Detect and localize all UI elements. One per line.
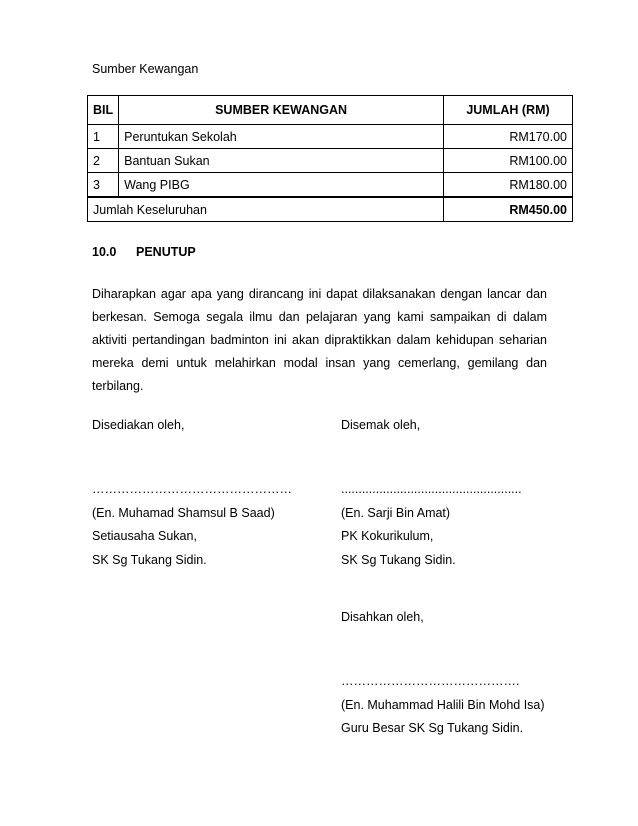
row-bil: 2 <box>88 149 119 173</box>
prepared-name: (En. Muhamad Shamsul B Saad) <box>92 505 275 520</box>
checked-label: Disemak oleh, <box>341 418 421 432</box>
table-row <box>88 149 573 173</box>
header-bil: BIL <box>88 96 119 125</box>
header-amount: JUMLAH (RM) <box>444 96 573 125</box>
signature-prepared-block <box>92 478 292 572</box>
prepared-school: SK Sg Tukang Sidin. <box>92 552 207 567</box>
signature-approved-block <box>341 670 545 741</box>
approved-name: (En. Muhammad Halili Bin Mohd Isa) <box>341 697 545 712</box>
row-bil: 3 <box>88 173 119 198</box>
table-header-row <box>88 96 573 125</box>
approved-signature-line: ……………………………………. <box>341 674 520 688</box>
row-amount: RM170.00 <box>444 125 573 149</box>
prepared-label: Disediakan oleh, <box>92 418 185 432</box>
row-amount: RM180.00 <box>444 173 573 198</box>
table-row <box>88 125 573 149</box>
table-caption: Sumber Kewangan <box>92 62 199 76</box>
prepared-position: Setiausaha Sukan, <box>92 529 197 543</box>
table-total-row <box>88 197 573 222</box>
prepared-signature-line: ………………………………………… <box>92 482 292 496</box>
closing-paragraph: Diharapkan agar apa yang dirancang ini dapat dilaksanakan dengan lancar dan berkesan. Semoga segala ilmu dan pelajaran yang kami sampaikan di dalam aktiviti pertandingan badminton ini akan dipraktikkan dalam kehidupan seharian mereka demi untuk melahirkan modal insan yang cemerlang, gemilang dan terbilang. <box>92 287 547 393</box>
signature-checked <box>341 414 420 438</box>
checked-school: SK Sg Tukang Sidin. <box>341 552 456 567</box>
row-source: Bantuan Sukan <box>119 149 444 173</box>
checked-signature-line: .................................................... <box>341 482 522 496</box>
row-bil: 1 <box>88 125 119 149</box>
funding-table <box>87 95 573 222</box>
signature-checked-block <box>341 478 522 572</box>
total-amount: RM450.00 <box>444 197 573 222</box>
approved-position: Guru Besar SK Sg Tukang Sidin. <box>341 721 524 735</box>
approved-label: Disahkan oleh, <box>341 610 424 624</box>
section-title: PENUTUP <box>136 245 196 259</box>
header-source: SUMBER KEWANGAN <box>119 96 444 125</box>
total-label: Jumlah Keseluruhan <box>88 197 444 222</box>
section-number: 10.0 <box>92 245 117 259</box>
row-source: Peruntukan Sekolah <box>119 125 444 149</box>
signature-prepared <box>92 414 184 438</box>
row-source: Wang PIBG <box>119 173 444 198</box>
signature-approved <box>341 606 424 630</box>
checked-name: (En. Sarji Bin Amat) <box>341 505 451 520</box>
checked-position: PK Kokurikulum, <box>341 529 434 543</box>
table-row <box>88 173 573 198</box>
row-amount: RM100.00 <box>444 149 573 173</box>
